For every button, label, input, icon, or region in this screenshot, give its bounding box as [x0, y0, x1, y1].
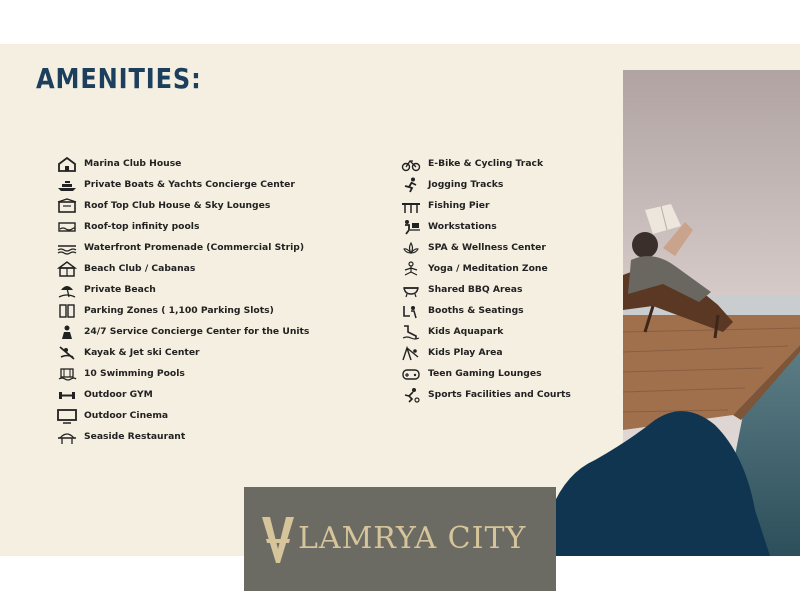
amenity-label: SPA & Wellness Center [428, 242, 546, 253]
house-icon [56, 155, 78, 173]
cinema-screen-icon [56, 407, 78, 425]
amenity-label: Workstations [428, 221, 497, 232]
amenity-item [400, 363, 571, 384]
amenity-item [56, 237, 309, 258]
amenity-item [56, 321, 309, 342]
amenity-item [56, 300, 309, 321]
amenity-item [56, 363, 309, 384]
amenity-item [400, 258, 571, 279]
amenity-label: Roof-top infinity pools [84, 221, 200, 232]
amenity-label: Marina Club House [84, 158, 182, 169]
sports-icon [400, 386, 422, 404]
yacht-icon [56, 176, 78, 194]
amenity-item [400, 216, 571, 237]
amenity-label: Parking Zones ( 1,100 Parking Slots) [84, 305, 274, 316]
logo-text: LAMRYA CITY [298, 521, 527, 556]
decorative-wave-shape [540, 400, 770, 556]
amenity-label: Teen Gaming Lounges [428, 368, 542, 379]
amenity-label: Beach Club / Cabanas [84, 263, 196, 274]
amenity-item [56, 153, 309, 174]
amenity-label: Outdoor GYM [84, 389, 153, 400]
amenity-item [56, 426, 309, 447]
amenity-label: Private Beach [84, 284, 156, 295]
gamepad-icon [400, 365, 422, 383]
runner-icon [400, 176, 422, 194]
workstation-icon [400, 218, 422, 236]
amenity-label: Yoga / Meditation Zone [428, 263, 548, 274]
amenity-label: 24/7 Service Concierge Center for the Units [84, 326, 310, 337]
rooftop-icon [56, 197, 78, 215]
amenity-label: Outdoor Cinema [84, 410, 169, 421]
amenity-label: Waterfront Promenade (Commercial Strip) [84, 242, 305, 253]
amenity-label: Kids Aquapark [428, 326, 504, 337]
amenity-item [56, 384, 309, 405]
amenity-item [400, 195, 571, 216]
amenities-list-left [56, 153, 309, 447]
logo-mark-icon [258, 509, 298, 567]
amenity-label: Shared BBQ Areas [428, 284, 523, 295]
bbq-icon [400, 281, 422, 299]
aquapark-icon [400, 323, 422, 341]
amenity-item [400, 342, 571, 363]
parking-icon [56, 302, 78, 320]
amenities-list-right [400, 153, 571, 405]
beach-icon [56, 281, 78, 299]
amenity-item [56, 174, 309, 195]
infinity-pool-icon [56, 218, 78, 236]
amenity-label: Seaside Restaurant [84, 431, 186, 442]
dumbbell-icon [56, 386, 78, 404]
amenity-item [400, 321, 571, 342]
booth-icon [400, 302, 422, 320]
amenity-label: Private Boats & Yachts Concierge Center [84, 179, 295, 190]
amenity-item [56, 216, 309, 237]
promenade-icon [56, 239, 78, 257]
yoga-icon [400, 260, 422, 278]
amenity-label: 10 Swimming Pools [84, 368, 185, 379]
logo-watermark [244, 487, 556, 591]
amenity-label: Jogging Tracks [428, 179, 504, 190]
bicycle-icon [400, 155, 422, 173]
spa-icon [400, 239, 422, 257]
amenity-item [400, 300, 571, 321]
page-title: AMENITIES: [36, 62, 202, 95]
amenity-item [400, 279, 571, 300]
amenity-label: Sports Facilities and Courts [428, 389, 571, 400]
amenity-label: Fishing Pier [428, 200, 490, 211]
playground-icon [400, 344, 422, 362]
amenity-label: Roof Top Club House & Sky Lounges [84, 200, 271, 211]
amenity-item [56, 405, 309, 426]
amenity-item [400, 174, 571, 195]
amenity-item [56, 258, 309, 279]
kayak-icon [56, 344, 78, 362]
amenity-item [56, 195, 309, 216]
amenity-item [56, 279, 309, 300]
amenity-label: Kids Play Area [428, 347, 503, 358]
pier-icon [400, 197, 422, 215]
swimming-pool-icon [56, 365, 78, 383]
amenity-label: Booths & Seatings [428, 305, 524, 316]
cabana-icon [56, 260, 78, 278]
amenity-item [400, 237, 571, 258]
amenity-item [400, 153, 571, 174]
amenity-label: Kayak & Jet ski Center [84, 347, 200, 358]
restaurant-icon [56, 428, 78, 446]
concierge-icon [56, 323, 78, 341]
amenity-item [56, 342, 309, 363]
amenity-label: E-Bike & Cycling Track [428, 158, 544, 169]
